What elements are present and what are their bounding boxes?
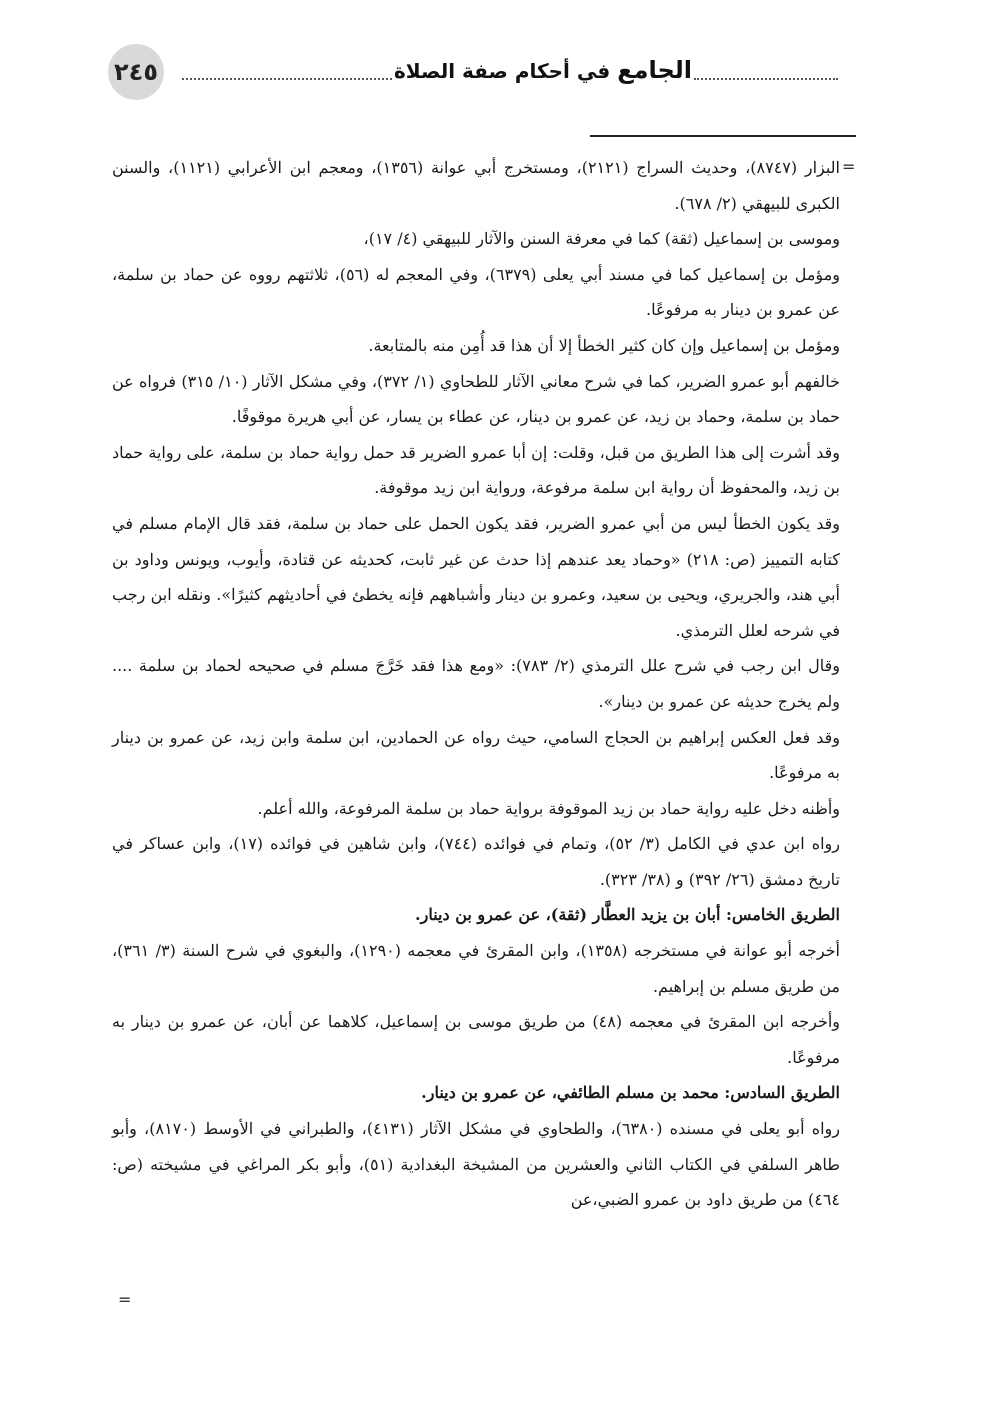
continuation-mark-bottom: = xyxy=(118,1290,132,1309)
section-heading: الطريق الخامس: أبان بن يزيد العطَّار (ثقة)، عن عمرو بن دينار. xyxy=(415,905,840,925)
book-title-connector: في xyxy=(576,59,611,83)
book-title-lead: الجامع xyxy=(617,56,693,84)
paragraph: وأظنه دخل عليه رواية حماد بن زيد الموقوفة برواية حماد بن سلمة المرفوعة، والله أعلم. xyxy=(257,798,840,818)
page-header xyxy=(0,0,1004,110)
footnote-separator xyxy=(590,135,856,137)
paragraph: ومؤمل بن إسماعيل وإن كان كثير الخطأ إلا أن هذا قد أُمِن منه بالمتابعة. xyxy=(368,335,840,355)
header-dotted-leader-right xyxy=(182,60,392,80)
paragraph: ومؤمل بن إسماعيل كما في مسند أبي يعلى (٦٣٧٩)، وفي المعجم له (٥٦)، ثلاثتهم رووه عن حماد بن سلمة، عن عمرو بن دينار به مرفوعًا. xyxy=(112,264,840,320)
footnote-body xyxy=(112,150,840,1218)
paragraph: وقد يكون الخطأ ليس من أبي عمرو الضرير، فقد يكون الحمل على حماد بن سلمة، فقد قال الإمام مسلم في كتابه التمييز (ص: ٢١٨) «وحماد يعد عندهم إذا حدث عن غير ثابت، كحديثه عن قتادة، وأيوب، ويونس وداود بن أبي هند، والجريري، ويحيى بن سعيد، وعمرو بن دينار وأشباههم فإنه يخطئ في أحاديثهم كثيرًا». ونقله ابن رجب في شرحه لعلل الترمذي. xyxy=(112,513,841,640)
paragraph: رواه ابن عدي في الكامل (٣/ ٥٢)، وتمام في فوائده (٧٤٤)، وابن شاهين في فوائده (١٧)، وابن عساكر في تاريخ دمشق (٢٦/ ٣٩٢) و (٣٨/ ٣٢٣). xyxy=(112,834,840,889)
paragraph: رواه أبو يعلى في مسنده (٦٣٨٠)، والطحاوي في مشكل الآثار (٤١٣١)، والطبراني في الأوسط (٨١٧٠)، وأبو طاهر السلفي في الكتاب الثاني والعشرين من المشيخة البغدادية (٥١)، وأبو بكر المراغي في مشيخته (ص: ٤٦٤) من طريق داود بن عمرو الضبي،عن xyxy=(112,1119,841,1210)
paragraph: وموسى بن إسماعيل (ثقة) كما في معرفة السنن والآثار للبيهقي (٤/ ١٧)، xyxy=(363,229,840,249)
book-title-rest: أحكام صفة الصلاة xyxy=(394,59,570,83)
paragraph: خالفهم أبو عمرو الضرير، كما في شرح معاني الآثار للطحاوي (١/ ٣٧٢)، وفي مشكل الآثار (١٠/ ٣١٥) فرواه عن حماد بن سلمة، وحماد بن زيد، عن عمرو بن دينار، عن عطاء بن يسار، عن أبي هريرة موقوفًا. xyxy=(112,371,840,427)
book-title xyxy=(392,56,694,84)
page-number: ٢٤٥ xyxy=(108,44,164,100)
paragraph: وقد فعل العكس إبراهيم بن الحجاج السامي، حيث رواه عن الحمادين، ابن سلمة وابن زيد، عن عمرو بن دينار به مرفوعًا. xyxy=(112,727,840,783)
continuation-mark-top: = xyxy=(842,157,856,176)
paragraph: وقد أشرت إلى هذا الطريق من قبل، وقلت: إن أبا عمرو الضرير قد حمل رواية حماد بن سلمة، على رواية حماد بن زيد، والمحفوظ أن رواية ابن سلمة مرفوعة، ورواية ابن زيد موقوفة. xyxy=(112,442,840,498)
section-heading: الطريق السادس: محمد بن مسلم الطائفي، عن عمرو بن دينار. xyxy=(421,1083,840,1103)
paragraph: البزار (٨٧٤٧)، وحديث السراج (٢١٢١)، ومستخرج أبي عوانة (١٣٥٦)، ومعجم ابن الأعرابي (١١٢١)، والسنن الكبرى للبيهقي (٢/ ٦٧٨). xyxy=(112,158,840,213)
paragraph: وأخرجه ابن المقرئ في معجمه (٤٨) من طريق موسى بن إسماعيل، كلاهما عن أبان، عن عمرو بن دينار به مرفوعًا. xyxy=(112,1012,841,1067)
paragraph: وقال ابن رجب في شرح علل الترمذي (٢/ ٧٨٣): «ومع هذا فقد خَرَّجَ مسلم في صحيحه لحماد بن سلمة .... ولم يخرج حديثه عن عمرو بن دينار». xyxy=(112,656,840,711)
running-title xyxy=(176,52,846,88)
paragraph: أخرجه أبو عوانة في مستخرجه (١٣٥٨)، وابن المقرئ في معجمه (١٢٩٠)، والبغوي في شرح السنة (٣/ ٣٦١)، من طريق مسلم بن إبراهيم. xyxy=(112,941,840,996)
header-dotted-leader-left xyxy=(694,60,838,80)
